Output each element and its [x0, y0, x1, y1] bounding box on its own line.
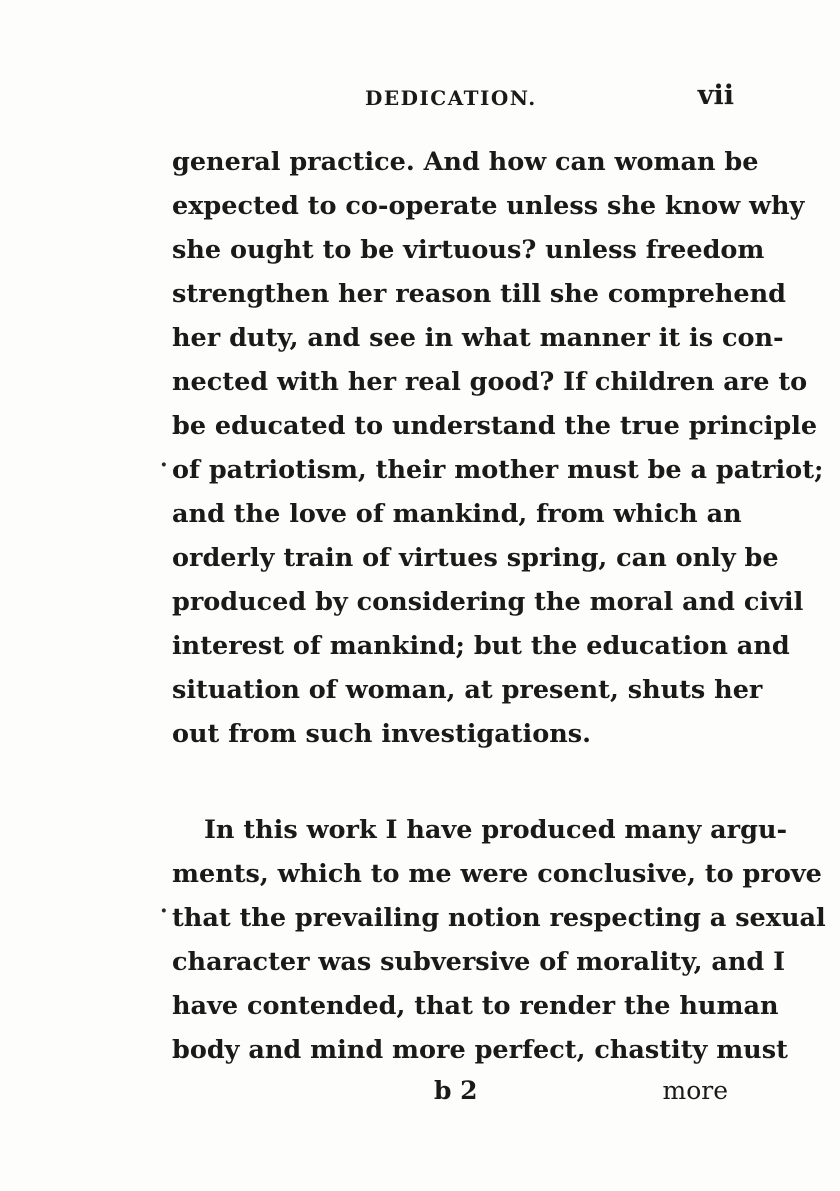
- text-line: interest of mankind; but the education and: [172, 631, 790, 661]
- text-line: and the love of mankind, from which an: [172, 499, 742, 529]
- text-line: orderly train of virtues spring, can only be: [172, 543, 779, 573]
- text-line: general practice. And how can woman be: [172, 147, 759, 177]
- catchword: more: [662, 1076, 728, 1105]
- text-line: that the prevailing notion respecting a sexual: [172, 903, 826, 933]
- running-head: [172, 78, 734, 118]
- paragraph-1: [172, 140, 824, 756]
- text-line: have contended, that to render the human: [172, 991, 779, 1021]
- text-line: out from such investigations.: [172, 719, 592, 749]
- text-line: be educated to understand the true principle: [172, 411, 818, 441]
- text-line: of patriotism, their mother must be a patriot;: [172, 455, 824, 485]
- text-line: ments, which to me were conclusive, to prove: [172, 859, 822, 889]
- text-line: strengthen her reason till she comprehend: [172, 279, 787, 309]
- margin-mark: ·: [160, 452, 168, 478]
- text-line: expected to co-operate unless she know why: [172, 191, 805, 221]
- running-title: DEDICATION.: [365, 86, 537, 110]
- paragraph-2: [172, 808, 826, 1072]
- text-line: produced by considering the moral and civil: [172, 587, 804, 617]
- margin-mark: ·: [160, 898, 168, 924]
- signature-mark: b 2: [434, 1076, 478, 1105]
- text-line: she ought to be virtuous? unless freedom: [172, 235, 765, 265]
- text-line: character was subversive of morality, and I: [172, 947, 786, 977]
- text-line: body and mind more perfect, chastity must: [172, 1035, 788, 1065]
- text-line: nected with her real good? If children are to: [172, 367, 808, 397]
- text-line: In this work I have produced many argu-: [204, 815, 788, 845]
- page-footer: [172, 1076, 728, 1116]
- page-number: vii: [697, 80, 734, 111]
- text-line: situation of woman, at present, shuts her: [172, 675, 763, 705]
- text-line: her duty, and see in what manner it is con-: [172, 323, 784, 353]
